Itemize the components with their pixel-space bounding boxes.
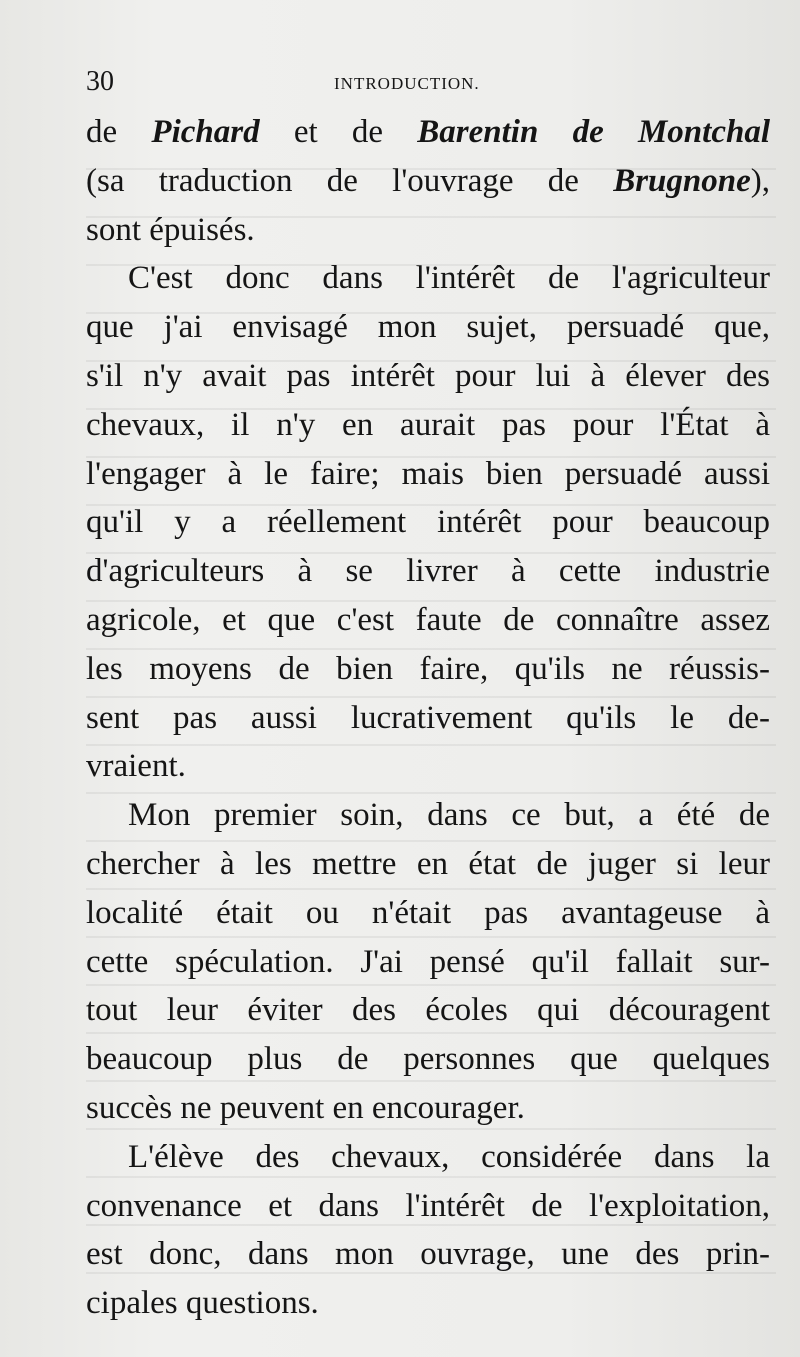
page-body [86,108,770,1328]
text-line: C'est donc dans l'intérêt de l'agriculteur [128,260,770,297]
page-number: 30 [86,66,114,97]
text-line: est donc, dans mon ouvrage, une des prin- [86,1236,770,1273]
running-head: INTRODUCTION. [334,74,480,93]
text-line: d'agriculteurs à se livrer à cette industrie [86,553,770,590]
text-line: que j'ai envisagé mon sujet, persuadé que, [86,309,770,346]
text-line: vraient. [86,748,186,785]
text-line: chevaux, il n'y en aurait pas pour l'État à [86,406,770,443]
paragraph-3 [86,791,770,1133]
text-line: sent pas aussi lucrativement qu'ils le de- [86,699,770,736]
text-line: agricole, et que c'est faute de connaître assez [86,601,770,638]
text-line: succès ne peuvent en encourager. [86,1089,525,1126]
paragraph-4 [86,1133,770,1328]
text-line: cette spéculation. J'ai pensé qu'il fallait sur- [86,943,770,980]
text-line: Mon premier soin, dans ce but, a été de [128,797,770,834]
text-line: qu'il y a réellement intérêt pour beaucoup [86,504,770,541]
text-line [86,157,770,206]
paragraph-2 [86,254,770,791]
text-line: beaucoup plus de personnes que quelques [86,1041,770,1078]
text-run: de [86,114,152,150]
author-name: Brugnone [613,162,751,199]
text-line: chercher à les mettre en état de juger si leur [86,845,770,882]
text-line [86,108,770,157]
paragraph-1 [86,108,770,254]
text-line: localité était ou n'était pas avantageuse à [86,894,770,931]
text-line: cipales questions. [86,1285,319,1322]
author-name: Pichard [151,114,260,150]
text-line: s'il n'y avait pas intérêt pour lui à élever des [86,357,770,394]
text-run: (sa traduction de l'ouvrage de [86,162,614,199]
text-line: tout leur éviter des écoles qui découragent [86,992,770,1029]
text-line: l'engager à le faire; mais bien persuadé aussi [86,455,770,492]
text-line: L'élève des chevaux, considérée dans la [128,1138,770,1175]
text-line: les moyens de bien faire, qu'ils ne réussis- [86,650,770,687]
text-line: convenance et dans l'intérêt de l'exploitation, [86,1187,770,1224]
page-header [86,66,506,100]
text-run: ), [750,162,770,199]
text-run: et de [259,114,418,150]
text-line: sont épuisés. [86,211,255,248]
author-name: Barentin de Montchal [417,114,770,150]
